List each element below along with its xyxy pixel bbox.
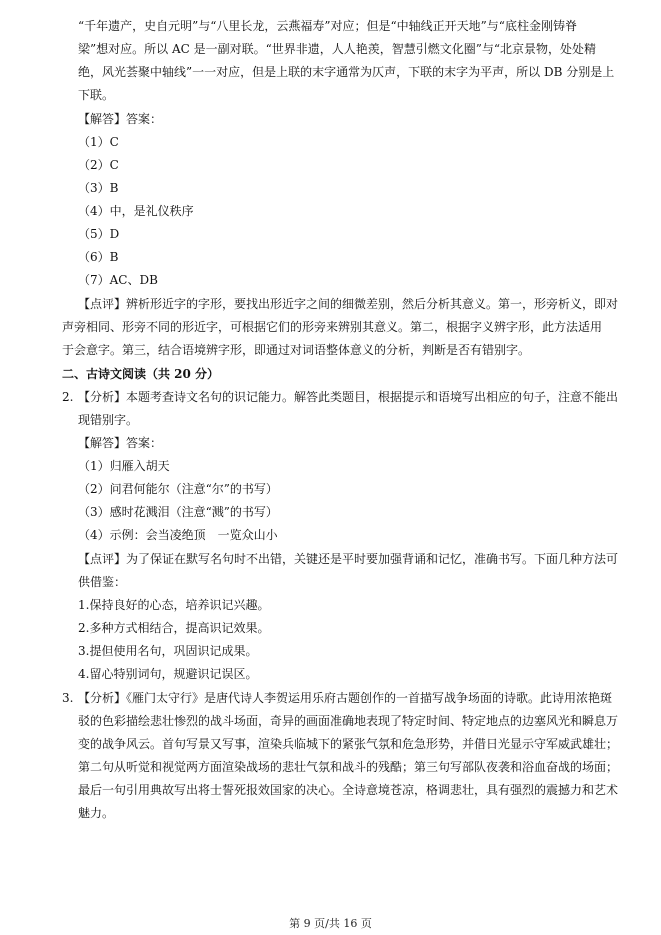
analysis-line: 驳的色彩描绘悲壮惨烈的战斗场面，奇异的画面准确地表现了特定时间、特定地点的边塞风光和瞬息万 bbox=[78, 714, 619, 728]
section-heading: 二、古诗文阅读（共 20 分） bbox=[62, 367, 220, 381]
answer-label: 【解答】答案： bbox=[78, 436, 163, 450]
answer-item: （2）C bbox=[78, 158, 119, 172]
answer-item: （1）归雁入胡天 bbox=[78, 459, 170, 473]
comment-line: 供借鉴： bbox=[78, 575, 127, 589]
answer-item: （4）中，是礼仪秩序 bbox=[78, 204, 194, 218]
paragraph-line: 梁”想对应。所以 AC 是一副对联。“世界非遗，人人艳羡，智慧引燃文化圈”与“北京景物，处处精 bbox=[78, 42, 597, 56]
comment-line: 【点评】为了保证在默写名句时不出错，关键还是平时要加强背诵和记忆，准确书写。下面几种方法可 bbox=[78, 552, 619, 566]
answer-item: （3）感时花溅泪（注意“溅”的书写） bbox=[78, 505, 278, 519]
question-number: 2. bbox=[62, 390, 74, 404]
tip-item: 4.留心特别词句，规避识记误区。 bbox=[78, 667, 258, 681]
answer-item: （1）C bbox=[78, 135, 119, 149]
tip-item: 3.提但使用名句，巩固识记成果。 bbox=[78, 644, 258, 658]
analysis-line: 【分析】本题考查诗文名句的识记能力。解答此类题目，根据提示和语境写出相应的句子，注意不能出 bbox=[78, 390, 619, 404]
answer-item: （4）示例：会当凌绝顶 一览众山小 bbox=[78, 528, 278, 542]
analysis-line: 现错别字。 bbox=[78, 413, 139, 427]
paragraph-line: “千年遗产，史自元明”与“八里长龙，云燕福寿”对应；但是“中轴线正开天地”与“底柱金刚铸脊 bbox=[78, 19, 577, 33]
analysis-line: 【分析】《雁门太守行》是唐代诗人李贺运用乐府古题创作的一首描写战争场面的诗歌。此诗用浓艳斑 bbox=[78, 691, 613, 705]
analysis-line: 魅力。 bbox=[78, 806, 115, 820]
answer-label: 【解答】答案： bbox=[78, 112, 163, 126]
analysis-line: 变的战争风云。首句写景又写事，渲染兵临城下的紧张气氛和危急形势，并借日光显示守军威武雄壮； bbox=[78, 737, 619, 751]
comment-line: 【点评】辨析形近字的字形，要找出形近字之间的细微差别，然后分析其意义。第一，形旁析义，即对 bbox=[78, 297, 619, 311]
analysis-line: 最后一句引用典故写出将士誓死报效国家的决心。全诗意境苍凉，格调悲壮，具有强烈的震撼力和艺术 bbox=[78, 783, 619, 797]
answer-item: （5）D bbox=[78, 227, 120, 241]
page-number: 第 9 页/共 16 页 bbox=[289, 917, 372, 930]
tip-item: 1.保持良好的心态，培养识记兴趣。 bbox=[78, 598, 270, 612]
answer-item: （6）B bbox=[78, 250, 119, 264]
comment-line: 声旁相同、形旁不同的形近字，可根据它们的形旁来辨别其意义。第二，根据字义辨字形，此方法适用 bbox=[62, 320, 603, 334]
analysis-line: 第二句从听觉和视觉两方面渲染战场的悲壮气氛和战斗的残酷；第三句写部队夜袭和浴血奋战的场面； bbox=[78, 760, 619, 774]
tip-item: 2.多种方式相结合，提高识记效果。 bbox=[78, 621, 270, 635]
answer-item: （2）问君何能尔（注意“尔”的书写） bbox=[78, 482, 278, 496]
answer-item: （7）AC、DB bbox=[78, 273, 158, 287]
answer-item: （3）B bbox=[78, 181, 119, 195]
question-number: 3. bbox=[62, 691, 74, 705]
paragraph-line: 绝，风光荟聚中轴线”一一对应，但是上联的末字通常为仄声，下联的末字为平声，所以 DB 分别是上 bbox=[78, 65, 615, 79]
comment-line: 于会意字。第三，结合语境辨字形，即通过对词语整体意义的分析，判断是否有错别字。 bbox=[62, 343, 531, 357]
paragraph-line: 下联。 bbox=[78, 88, 115, 102]
